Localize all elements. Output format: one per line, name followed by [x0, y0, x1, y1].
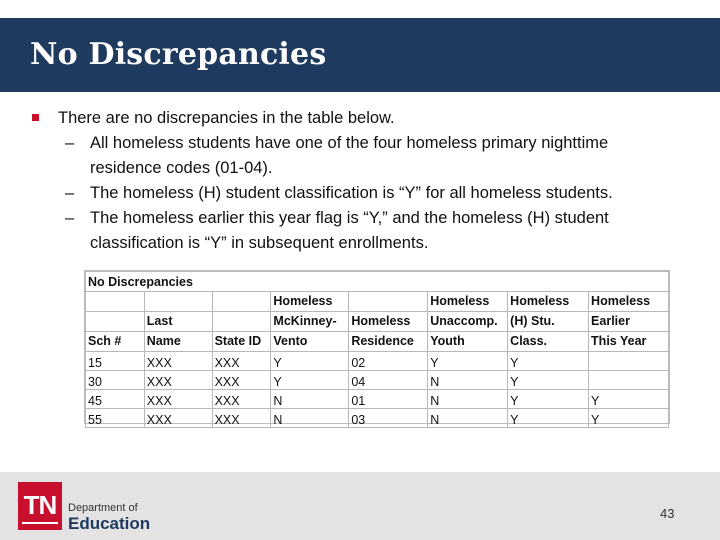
header-cell: Class. [508, 332, 589, 352]
table-cell: 15 [86, 352, 145, 371]
header-cell: Earlier [589, 312, 669, 332]
table-row [86, 352, 669, 371]
header-cell: Unaccomp. [428, 312, 508, 332]
table-cell: N [428, 371, 508, 390]
table-cell: Y [508, 352, 589, 371]
tn-logo-icon [18, 482, 62, 530]
table-cell: 04 [349, 371, 428, 390]
table-cell: XXX [212, 352, 271, 371]
header-cell: Name [144, 332, 212, 352]
table-cell [589, 352, 669, 371]
education-label: Education [68, 514, 151, 533]
table-cell: Y [589, 409, 669, 428]
header-cell: Homeless [349, 312, 428, 332]
table-cell: XXX [144, 390, 212, 409]
header-cell: McKinney- [271, 312, 349, 332]
header-cell: State ID [212, 332, 271, 352]
table-row [86, 371, 669, 390]
table-cell: 01 [349, 390, 428, 409]
dash-icon: – [65, 209, 75, 227]
table-cell: XXX [212, 390, 271, 409]
table-cell: Y [508, 371, 589, 390]
table-cell: Y [508, 409, 589, 428]
table-row [86, 390, 669, 409]
header-cell: Youth [428, 332, 508, 352]
table-cell: N [428, 390, 508, 409]
header-cell: Last [144, 312, 212, 332]
logo-stripe [22, 522, 58, 524]
table-cell [589, 371, 669, 390]
header-cell: Homeless [508, 292, 589, 312]
table-cell: XXX [212, 409, 271, 428]
table-row [86, 409, 669, 428]
table-cell: 55 [86, 409, 145, 428]
header-cell: Homeless [271, 292, 349, 312]
department-of-label: Department of [68, 502, 138, 514]
header-cell [349, 292, 428, 312]
dash-icon: – [65, 184, 75, 202]
header-cell: Sch # [86, 332, 145, 352]
page-number: 43 [660, 506, 675, 521]
sub-bullet-text: All homeless students have one of the four homeless primary nighttime residence codes (01-04). [90, 134, 609, 177]
footer [0, 472, 720, 540]
header-cell: Vento [271, 332, 349, 352]
discrepancy-table-container [84, 270, 670, 427]
discrepancy-table [85, 271, 669, 428]
sub-bullet-text: The homeless earlier this year flag is “Y,” and the homeless (H) student classification is “Y” in subsequent enrollments. [90, 209, 609, 252]
dash-icon: – [65, 134, 75, 152]
header-cell [212, 292, 271, 312]
header-cell [144, 292, 212, 312]
header-cell: Residence [349, 332, 428, 352]
title-bar [0, 18, 720, 92]
table-cell: Y [508, 390, 589, 409]
slide-title: No Discrepancies [30, 37, 327, 72]
header-row-1 [86, 292, 669, 312]
table-cell: XXX [144, 371, 212, 390]
table-caption: No Discrepancies [86, 272, 669, 292]
header-cell: (H) Stu. [508, 312, 589, 332]
header-row-2 [86, 312, 669, 332]
header-cell [86, 292, 145, 312]
main-bullet [30, 106, 680, 131]
table-cell: 45 [86, 390, 145, 409]
table-cell: Y [428, 352, 508, 371]
slide-content [30, 106, 680, 256]
sub-bullet-list [30, 131, 680, 256]
sub-bullet-1 [30, 131, 680, 181]
tn-logo-text: TN [23, 490, 57, 520]
header-row-3 [86, 332, 669, 352]
table-cell: 03 [349, 409, 428, 428]
sub-bullet-2 [30, 181, 680, 206]
header-cell [212, 312, 271, 332]
header-cell: Homeless [589, 292, 669, 312]
table-cell: Y [589, 390, 669, 409]
table-cell: Y [271, 371, 349, 390]
table-cell: N [271, 409, 349, 428]
table-cell: 02 [349, 352, 428, 371]
table-cell: 30 [86, 371, 145, 390]
header-cell [86, 312, 145, 332]
table-cell: Y [271, 352, 349, 371]
sub-bullet-text: The homeless (H) student classification is “Y” for all homeless students. [90, 184, 613, 202]
main-bullet-text: There are no discrepancies in the table below. [58, 109, 395, 127]
table-cell: XXX [144, 409, 212, 428]
header-cell: This Year [589, 332, 669, 352]
header-cell: Homeless [428, 292, 508, 312]
table-cell: N [428, 409, 508, 428]
table-cell: XXX [144, 352, 212, 371]
table-cell: N [271, 390, 349, 409]
sub-bullet-3 [30, 206, 680, 256]
table-cell: XXX [212, 371, 271, 390]
square-bullet-icon [32, 114, 39, 121]
